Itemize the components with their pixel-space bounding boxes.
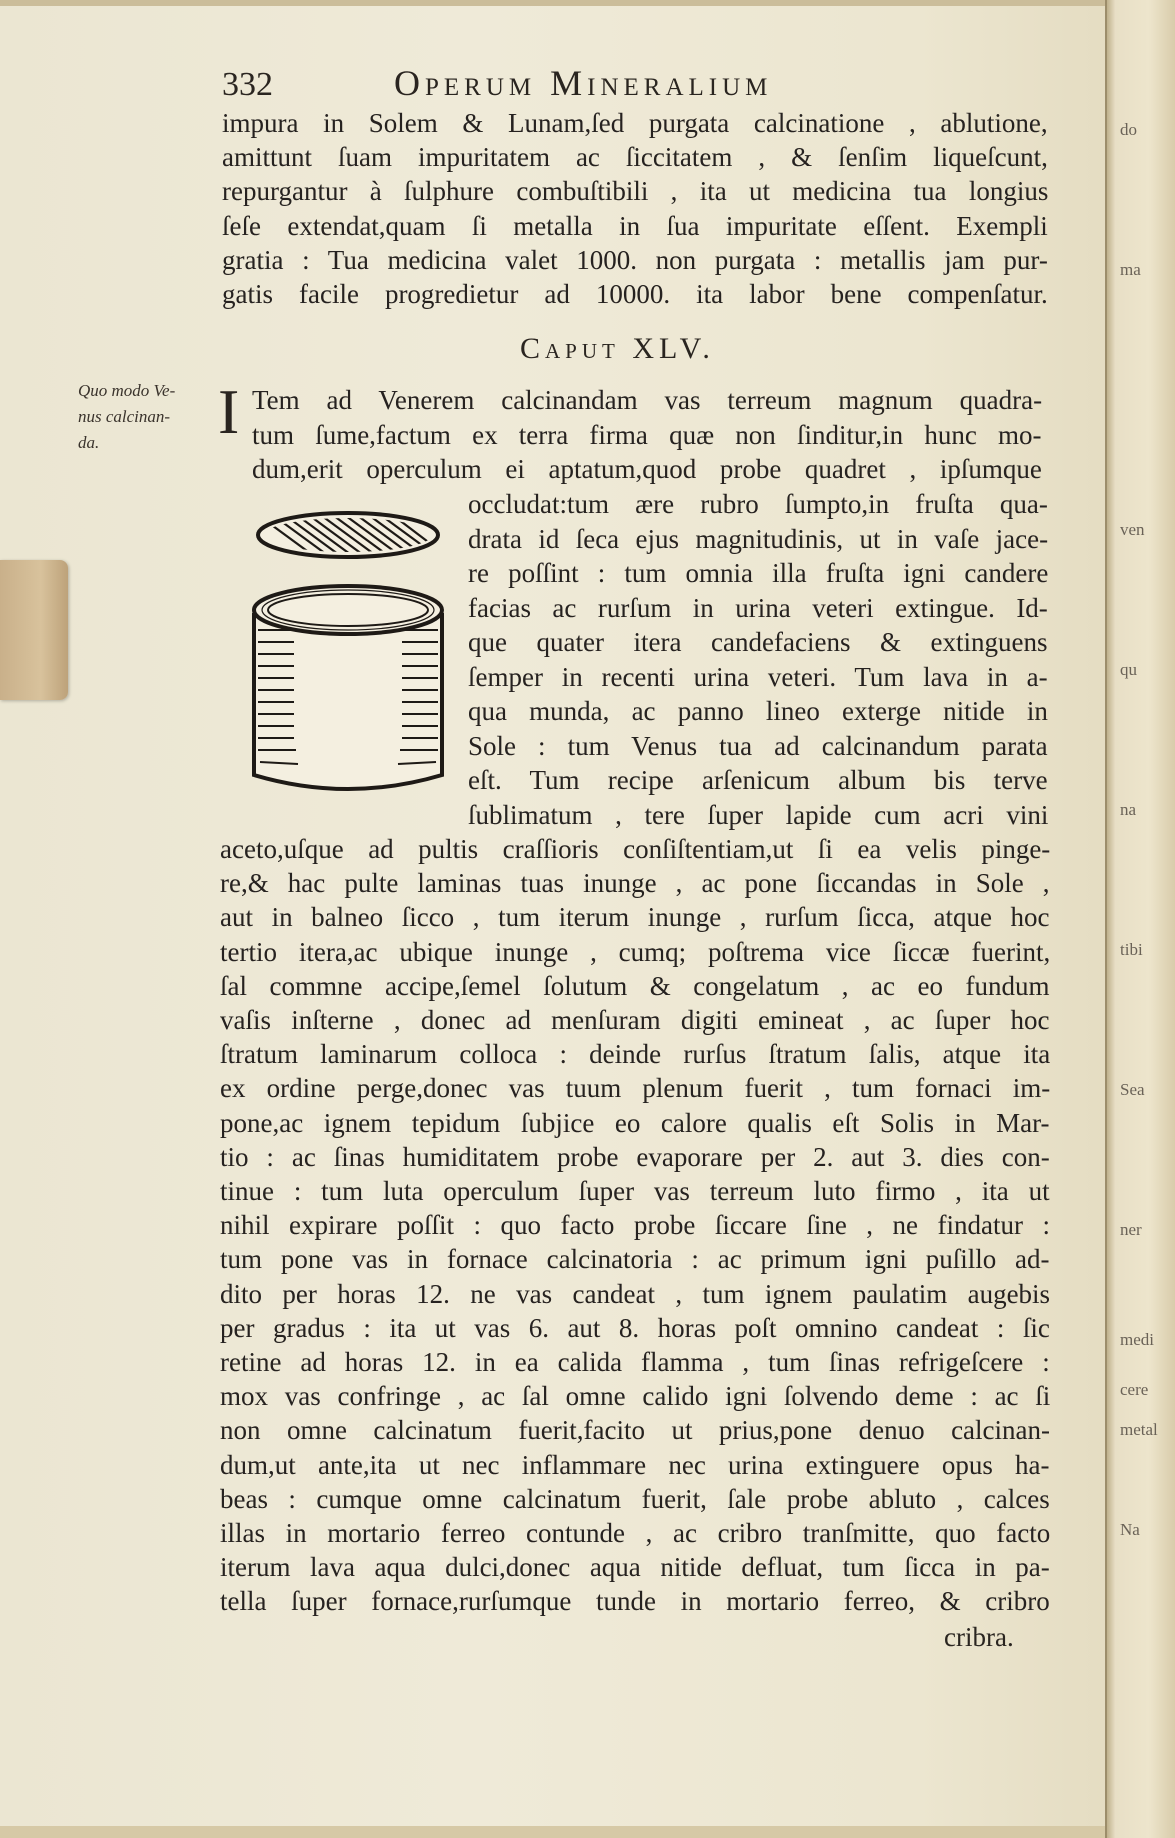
vessel-body-icon	[254, 586, 442, 789]
text-line: qua munda, ac panno lineo exterge nitide in	[468, 696, 1048, 726]
bleed-through-fragment: qu	[1120, 660, 1137, 679]
text-line: Tem ad Venerem calcinandam vas terreum magnum quadra-	[252, 385, 1043, 415]
text-line: non omne calcinatum fuerit,facito ut prius,pone denuo calcinan-	[220, 1415, 1051, 1446]
text-line: gatis facile progredietur ad 10000. ita labor bene compenſatur.	[222, 279, 1048, 309]
text-line: amittunt ſuam impuritatem ac ſiccitatem , & ſenſim liqueſcunt,	[222, 142, 1048, 173]
page-top-edge	[0, 0, 1175, 6]
margin-note-line: Quo modo Ve-	[78, 381, 176, 400]
text-line: iterum lava aqua dulci,donec aqua nitide defluat, tum ſicca in pa-	[220, 1552, 1050, 1583]
bleed-through-fragment: metal	[1120, 1420, 1158, 1439]
text-line: facias ac rurſum in urina veteri extingue. Id-	[468, 592, 1048, 623]
bleed-through-fragment: medi	[1120, 1330, 1154, 1349]
text-line: pone,ac ignem tepidum ſubjice eo calore qualis eſt Solis in Mar-	[220, 1107, 1050, 1138]
text-line: dum,ut ante,ita ut nec inflammare nec urina extinguere opus ha-	[220, 1449, 1050, 1480]
running-title: Operum Mineralium	[394, 63, 773, 103]
running-header	[222, 62, 922, 108]
text-line: aut in balneo ſicco , tum iterum inunge , rurſum ſicca, atque hoc	[220, 902, 1050, 933]
paper-tab-marker	[0, 560, 68, 700]
bleed-through-fragment: ven	[1120, 520, 1145, 539]
text-line: ſtratum laminarum colloca : deinde rurſus ſtratum ſalis, atque ita	[220, 1039, 1051, 1070]
text-line: dito per horas 12. ne vas candeat , tum ignem paulatim augebis	[220, 1278, 1051, 1309]
text-line: ſublimatum , tere ſuper lapide cum acri vini	[468, 799, 1049, 830]
text-line: nihil expirare poſſit : quo facto probe ſiccare ſine , ne findatur :	[220, 1210, 1051, 1241]
text-line: tio : ac ſinas humiditatem probe evaporare per 2. aut 3. dies con-	[220, 1141, 1050, 1172]
chapter-heading: Caput XLV.	[520, 332, 715, 365]
bleed-through-fragment: do	[1120, 120, 1137, 139]
bleed-through-fragment: ma	[1120, 260, 1141, 279]
margin-note-line: da.	[78, 433, 100, 452]
drop-cap-initial: I	[218, 376, 240, 447]
text-line: retine ad horas 12. in ea calida flamma , tum ſinas refrigeſcere :	[220, 1347, 1050, 1377]
text-line: vaſis inſterne , donec ad menſuram digiti emineat , ac ſuper hoc	[220, 1005, 1050, 1035]
text-line: per gradus : ita ut vas 6. aut 8. horas poſt omnino candeat : ſic	[220, 1312, 1050, 1343]
vessel-lid-icon	[258, 513, 448, 559]
text-line: aceto,uſque ad pultis craſſioris conſiſtentiam,ut ſi ea velis pinge-	[220, 834, 1051, 864]
page-number: 332	[222, 66, 273, 103]
bleed-through-fragment: cere	[1120, 1380, 1149, 1399]
text-line: Sole : tum Venus tua ad calcinandum parata	[468, 730, 1048, 761]
text-line: repurgantur à ſulphure combuſtibili , ita ut medicina tua longius	[222, 176, 1049, 207]
bleed-through-fragment: Sea	[1120, 1080, 1145, 1099]
text-line: re,& hac pulte laminas tuas inunge , ac pone ſiccandas in Sole ,	[220, 868, 1050, 899]
catchword: cribra.	[944, 1622, 1014, 1652]
text-line: illas in mortario ferreo contunde , ac cribro tranſmitte, quo facto	[220, 1518, 1051, 1548]
page-bottom-edge	[0, 1826, 1175, 1838]
text-line: ex ordine perge,donec vas tuum plenum fuerit , tum fornaci im-	[220, 1073, 1051, 1104]
bleed-through-fragment: na	[1120, 800, 1137, 819]
text-line: occludat:tum ære rubro ſumpto,in fruſta qua-	[468, 489, 1048, 519]
text-line: ſeſe extendat,quam ſi metalla in ſua impuritate eſſent. Exempli	[222, 210, 1048, 241]
margin-note-line: nus calcinan-	[78, 407, 171, 426]
bleed-through-fragment: Na	[1120, 1520, 1140, 1539]
text-line: ſemper in recenti urina veteri. Tum lava in a-	[468, 661, 1048, 692]
text-line: ſal commne accipe,ſemel ſolutum & congelatum , ac eo fundum	[220, 970, 1050, 1001]
text-line: drata id ſeca ejus magnitudinis, ut in vaſe jace-	[468, 523, 1049, 554]
text-line: tum ſume,factum ex terra firma quæ non ſinditur,in hunc mo-	[252, 419, 1042, 450]
text-line: tella ſuper fornace,rurſumque tunde in mortario ferreo, & cribro	[220, 1586, 1050, 1617]
text-line: mox vas confringe , ac ſal omne calido igni ſolvendo deme : ac ſi	[220, 1381, 1051, 1412]
bleed-through-fragment: ner	[1120, 1220, 1142, 1239]
margin-note	[78, 378, 208, 456]
text-line: tertio itera,ac ubique inunge , cumq; poſtrema vice ſiccæ fuerint,	[220, 936, 1051, 967]
text-line: eſt. Tum recipe arſenicum album bis terve	[468, 765, 1048, 795]
text-line: dum,erit operculum ei aptatum,quod probe quadret , ipſumque	[252, 454, 1042, 484]
text-line: que quater itera candefaciens & extinguens	[468, 627, 1048, 657]
calcination-vessel-illustration	[248, 505, 448, 795]
text-line: tinue : tum luta operculum ſuper vas terreum luto firmo , ita ut	[220, 1176, 1050, 1206]
text-line: tum pone vas in fornace calcinatoria : ac primum igni puſillo ad-	[220, 1244, 1050, 1275]
text-line: gratia : Tua medicina valet 1000. non purgata : metallis jam pur-	[222, 244, 1048, 275]
text-line: impura in Solem & Lunam,ſed purgata calcinatione , ablutione,	[222, 108, 1048, 138]
text-line: beas : cumque omne calcinatum fuerit, ſale probe abluto , calces	[220, 1483, 1050, 1514]
bleed-through-fragment: tibi	[1120, 940, 1143, 959]
text-line: re poſſint : tum omnia illa fruſta igni candere	[468, 558, 1049, 588]
